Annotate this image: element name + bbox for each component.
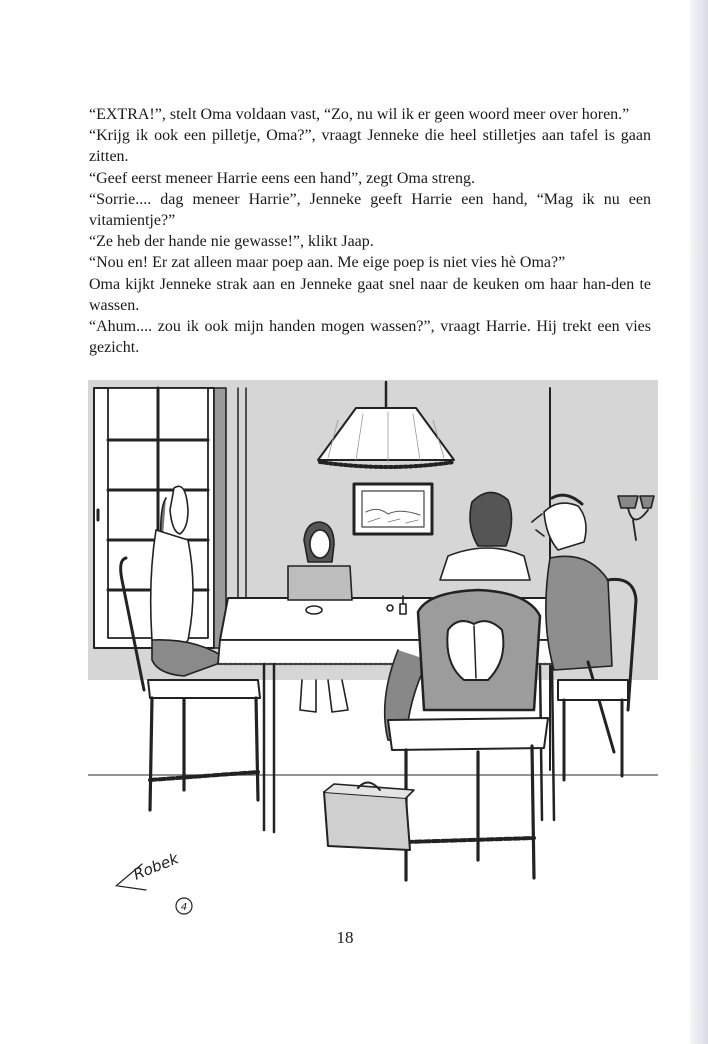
signature-mark: 4 <box>180 902 188 913</box>
paragraph-7: Oma kijkt Jenneke strak aan en Jenneke gaat snel naar de keuken om haar han-den te wassen. <box>89 275 651 314</box>
paragraph-8: “Ahum.... zou ik ook mijn handen mogen wassen?”, vraagt Harrie. Hij trekt een vies gezicht. <box>89 318 651 357</box>
story-text <box>89 104 651 358</box>
briefcase-icon <box>324 782 414 850</box>
dining-table-illustration <box>88 380 658 920</box>
page-edge <box>690 0 708 1044</box>
pill-dish <box>306 606 322 614</box>
paragraph-1: “EXTRA!”, stelt Oma voldaan vast, “Zo, nu wil ik er geen woord meer over horen.” <box>89 106 630 123</box>
picture-frame-icon <box>354 484 432 534</box>
paragraph-4: “Sorrie.... dag meneer Harrie”, Jenneke geeft Harrie een hand, “Mag ik nu een vitamientje?” <box>89 190 651 230</box>
paragraph-5: “Ze heb der hande nie gewasse!”, klikt Jaap. <box>89 233 374 251</box>
page-number: 18 <box>336 928 354 947</box>
paragraph-6: “Nou en! Er zat alleen maar poep aan. Me eige poep is niet vies hè Oma?” <box>89 254 566 272</box>
paragraph-3: “Geef eerst meneer Harrie eens een hand”, zegt Oma streng. <box>89 169 476 187</box>
paragraph-2: “Krijg ik ook een pilletje, Oma?”, vraagt Jenneke die heel stilletjes aan tafel is gaan zitten. <box>89 127 651 166</box>
signature-text: Robek <box>130 849 182 884</box>
